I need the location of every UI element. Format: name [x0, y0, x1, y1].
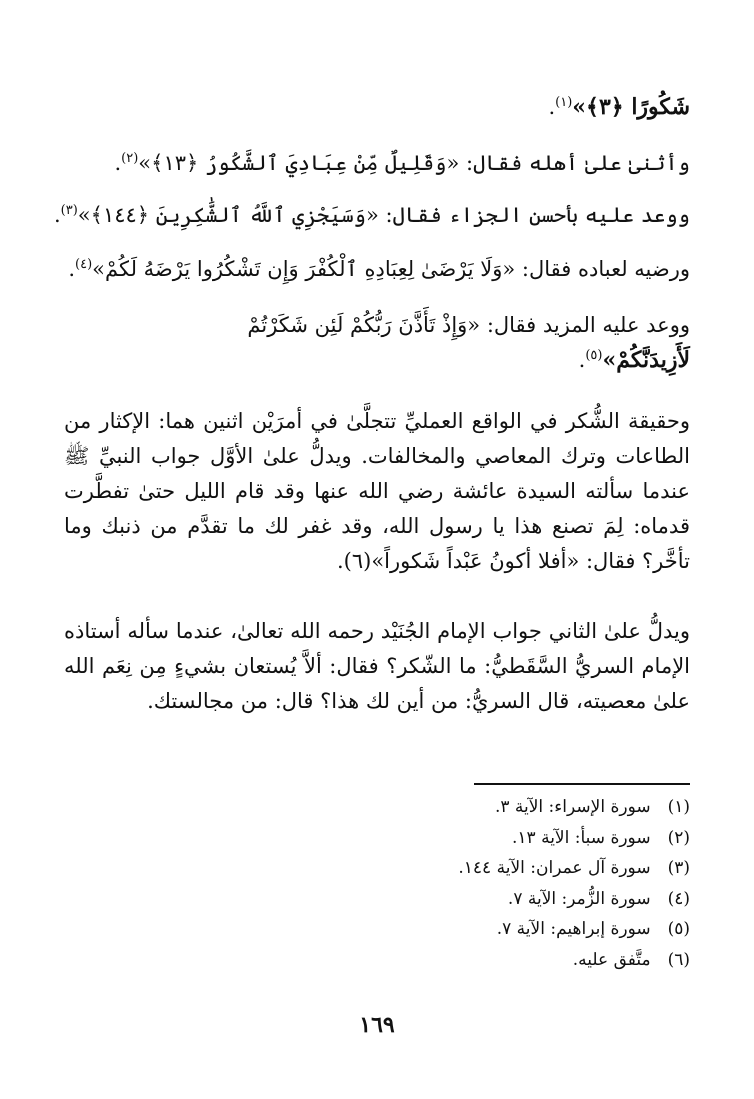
verse-sentence: ووعد عليه بأحسن الجزاء فقال: «وَسَيَجْزِي ٱللَّهُ ٱلشَّٰكِرِينَ ﴿١٤٤﴾» — [77, 203, 690, 227]
footnote-item — [64, 945, 690, 976]
intro-line-1 — [64, 92, 690, 122]
quran-verse: لَأَزِيدَنَّكُمْ» — [602, 347, 690, 373]
footnote-text: سورة إبراهيم: الآية ٧. — [496, 919, 651, 939]
footnote-ref: (١) — [555, 95, 573, 110]
line-end: . — [548, 95, 556, 119]
footnote-item — [64, 792, 690, 823]
line-end: . — [53, 203, 61, 227]
footnote-item — [64, 914, 690, 945]
footnote-number: (٥) — [667, 919, 690, 939]
footnote-item — [64, 853, 690, 884]
body-paragraph-2 — [64, 614, 690, 719]
footnote-number: (٦) — [667, 949, 690, 970]
verse-sentence: وأثنىٰ علىٰ أهله فقال: «وَقَلِيلٌ مِّنْ عِبَادِيَ ٱلشَّكُورُ ﴿١٣﴾» — [138, 151, 690, 175]
quran-verse: شَكُورًا ﴿٣﴾» — [572, 94, 690, 120]
line-end: . — [68, 257, 76, 281]
intro-line-3 — [53, 200, 690, 230]
verse-sentence: ووعد عليه المزيد فقال: «وَإِذْ تَأَذَّنَ رَبُّكُمْ لَئِن شَكَرْتُمْ — [247, 313, 690, 337]
footnote-number: (٤) — [667, 888, 690, 909]
footnote-separator — [474, 783, 690, 785]
footnote-text: سورة الإسراء: الآية ٣. — [494, 797, 651, 817]
footnote-ref: (٢) — [121, 151, 139, 166]
body-paragraph-1 — [64, 404, 690, 579]
footnotes-list — [64, 792, 690, 975]
footnote-item — [64, 823, 690, 854]
footnote-ref: (٥) — [585, 348, 603, 363]
footnote-ref: (٣) — [60, 203, 78, 218]
footnote-number: (١) — [667, 797, 690, 817]
verse-sentence: ورضيه لعباده فقال: «وَلَا يَرْضَىٰ لِعِبَادِهِ ٱلْكُفْرَ وَإِن تَشْكُرُوا يَرْضَهُ لَكُمْ» — [92, 257, 690, 281]
paragraph-text: وحقيقة الشُّكر في الواقع العمليِّ تتجلَّىٰ في أمرَيْن اثنين هما: الإكثار من الطاعات وترك المعاصي والمخالفات. ويدلُّ علىٰ الأوَّل جواب النبيِّ ﷺ عندما سألته السيدة عائشة رضي الله عنها وقد قام الليل حتىٰ تفطَّرت قدماه: لِمَ تصنع هذا يا رسول الله، وقد غفر لك ما تقدَّم من ذنبك وما تأخَّر؟ فقال: «أفلا أكونُ عَبْداً شَكوراً»(٦). — [64, 409, 690, 573]
intro-line-6 — [64, 345, 690, 375]
footnote-text: سورة سبأ: الآية ١٣. — [512, 827, 651, 848]
intro-line-2 — [64, 148, 690, 178]
footnote-item — [64, 884, 690, 915]
footnote-number: (٣) — [667, 858, 690, 878]
page-number: ١٦٩ — [359, 1012, 395, 1038]
footnote-number: (٢) — [667, 827, 690, 848]
footnote-text: سورة آل عمران: الآية ١٤٤. — [458, 858, 651, 878]
footnote-text: سورة الزُّمر: الآية ٧. — [507, 888, 651, 909]
intro-line-4 — [64, 254, 690, 284]
line-end: . — [578, 348, 586, 372]
footnote-text: متَّفق عليه. — [572, 949, 651, 970]
paragraph-text: ويدلُّ علىٰ الثاني جواب الإمام الجُنَيْد رحمه الله تعالىٰ، عندما سأله أستاذه الإمام السريُّ السَّقَطيُّ: ما الشّكر؟ فقال: ألاَّ يُستعان بشيءٍ مِن نِعَم الله علىٰ معصيته، قال السريُّ: من أين لك هذا؟ قال: من مجالستك. — [64, 619, 690, 713]
line-end: . — [114, 151, 122, 175]
footnote-ref: (٤) — [75, 257, 93, 272]
intro-line-5 — [64, 310, 690, 340]
